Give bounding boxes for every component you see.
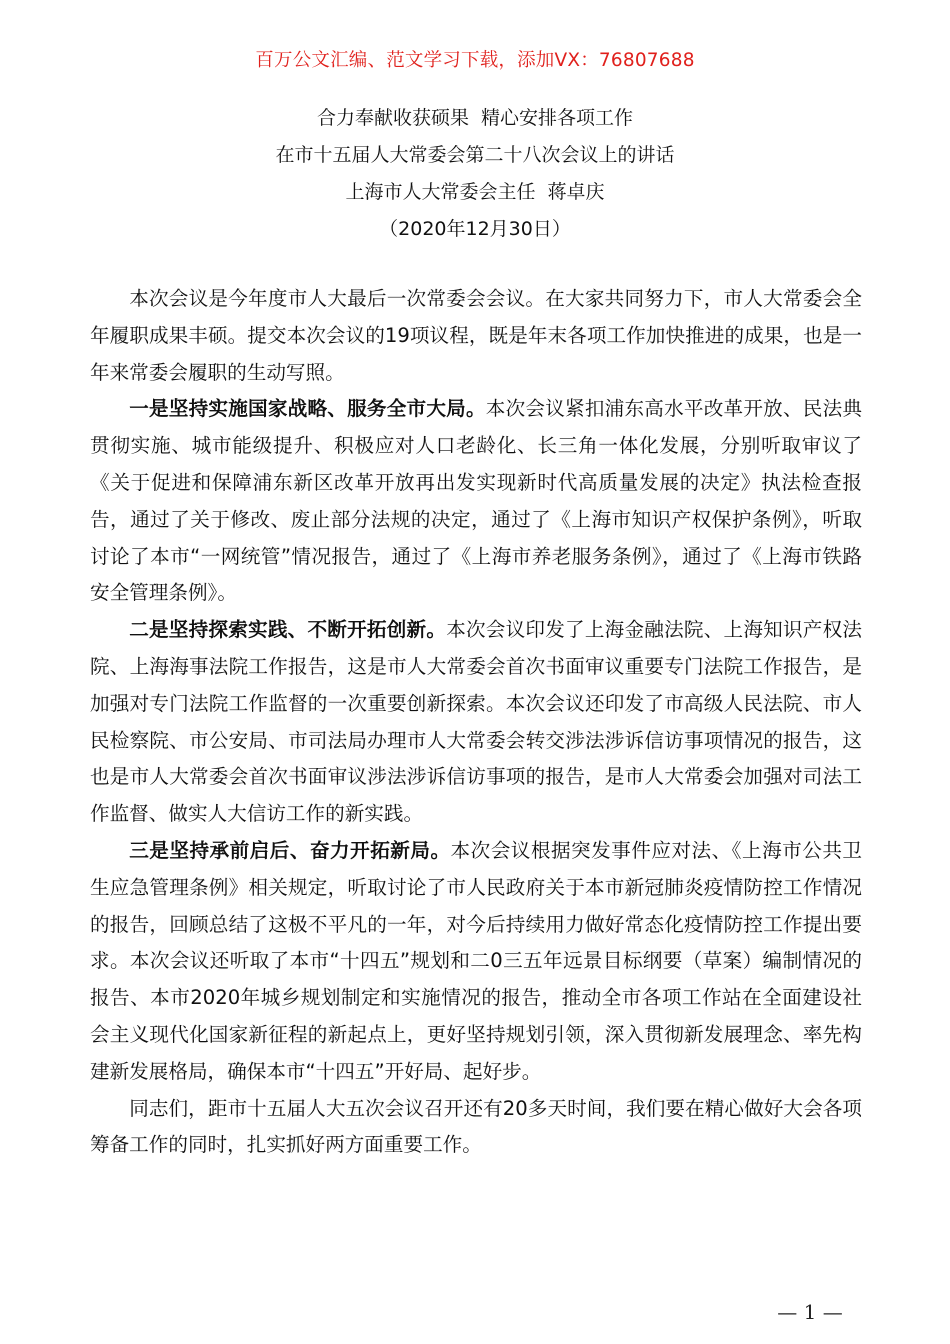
document-title: 合力奉献收获硕果 精心安排各项工作 <box>316 107 634 129</box>
paragraph-text: 同志们，距市十五届人大五次会议召开还有20多天时间，我们要在精心做好大会各项筹备工作的同时，扎实抓好两方面重要工作。 <box>90 1096 862 1157</box>
document-subtitle: 在市十五届人大常委会第二十八次会议上的讲话 <box>275 144 675 166</box>
document-date: （2020年12月30日） <box>379 218 571 240</box>
speaker-line: 上海市人大常委会主任 蒋卓庆 <box>345 181 605 203</box>
paragraph-text: 本次会议印发了上海金融法院、上海知识产权法院、上海海事法院工作报告，这是市人大常委会首次书面审议重要专门法院工作报告，是加强对专门法院工作监督的一次重要创新探索。本次会议还印发了市高级人民法院、市人民检察院、市公安局、市司法局办理市人大常委会转交涉法涉诉信访事项情况的报告，这也是市人大常委会首次书面审议涉法涉诉信访事项的报告，是市人大常委会加强对司法工作监督、做实人大信访工作的新实践。 <box>90 618 863 826</box>
paragraph-text: 本次会议根据突发事件应对法、《上海市公共卫生应急管理条例》相关规定，听取讨论了市人民政府关于本市新冠肺炎疫情防控工作情况的报告，回顾总结了这极不平凡的一年，对今后持续用力做好常态化疫情防控工作提出要求。本次会议还听取了本市“十四五”规划和二0三五年远景目标纲要（草案）编制情况的报告、本市2020年城乡规划制定和实施情况的报告，推动全市各项工作站在全面建设社会主义现代化国家新征程的新起点上，更好坚持规划引领，深入贯彻新发展理念、率先构建新发展格局，确保本市“十四五”开好局、起好步。 <box>90 838 862 1083</box>
paragraph <box>90 391 862 612</box>
paragraph-text: 本次会议紧扣浦东高水平改革开放、民法典贯彻实施、城市能级提升、积极应对人口老龄化、长三角一体化发展，分别听取审议了《关于促进和保障浦东新区改革开放再出发实现新时代高质量发展的决定》执法检查报告，通过了关于修改、废止部分法规的决定，通过了《上海市知识产权保护条例》，听取讨论了本市“一网统管”情况报告，通过了《上海市养老服务条例》，通过了《上海市铁路安全管理条例》。 <box>90 397 862 605</box>
paragraph-lead: 三是坚持承前启后、奋力开拓新局。 <box>129 838 451 862</box>
paragraph-text: 本次会议是今年度市人大最后一次常委会会议。在大家共同努力下，市人大常委会全年履职成果丰硕。提交本次会议的19项议程，既是年末各项工作加快推进的成果，也是一年来常委会履职的生动写照。 <box>90 287 862 384</box>
watermark-banner: 百万公文汇编、范文学习下载，添加VX：76807688 <box>255 50 695 71</box>
page-number: — 1 — <box>777 1300 843 1324</box>
document-body <box>90 281 862 1164</box>
paragraph-lead: 二是坚持探索实践、不断开拓创新。 <box>129 618 447 642</box>
document-header <box>0 100 950 248</box>
paragraph <box>90 1091 862 1165</box>
paragraph <box>90 612 862 833</box>
paragraph <box>90 833 862 1091</box>
paragraph-lead: 一是坚持实施国家战略、服务全市大局。 <box>129 397 486 421</box>
paragraph <box>90 281 862 391</box>
